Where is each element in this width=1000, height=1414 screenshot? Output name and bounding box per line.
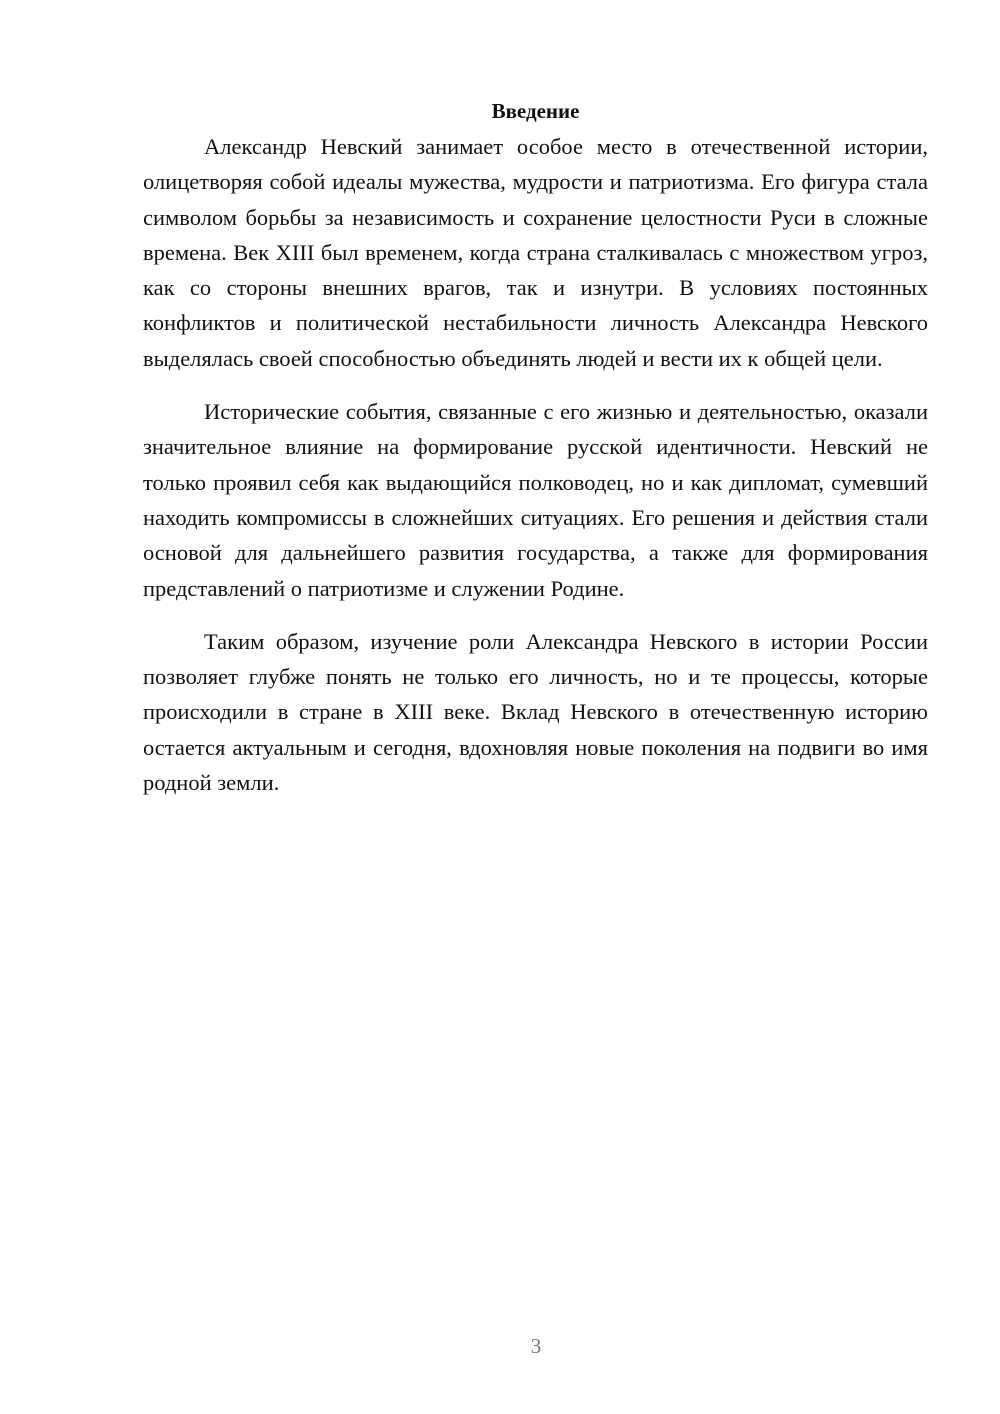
section-heading: Введение bbox=[491, 99, 580, 123]
body-paragraph-1: Александр Невский занимает особое место в отечественной истории, олицетворяя собой идеалы мужества, мудрости и патриотизма. Его фигура стала символом борьбы за независимость и сохранение целостности Руси в сложные времена. Век XIII был временем, когда страна сталкивалась с множеством угроз, как со стороны внешних врагов, так и изнутри. В условиях постоянных конфликтов и политической нестабильности личность Александра Невского выделялась своей способностью объединять людей и вести их к общей цели. bbox=[143, 134, 928, 371]
body-paragraph-2: Исторические события, связанные с его жизнью и деятельностью, оказали значительное влияние на формирование русской идентичности. Невский не только проявил себя как выдающийся полководец, но и как дипломат, сумевший находить компромиссы в сложнейших ситуациях. Его решения и действия стали основой для дальнейшего развития государства, а также для формирования представлений о патриотизме и служении Родине. bbox=[143, 399, 928, 601]
page-number: 3 bbox=[530, 1334, 542, 1358]
page-content bbox=[143, 96, 928, 800]
body-paragraph-3: Таким образом, изучение роли Александра Невского в истории России позволяет глубже понять не только его личность, но и те процессы, которые происходили в стране в XIII веке. Вклад Невского в отечественную историю остается актуальным и сегодня, вдохновляя новые поколения на подвиги во имя родной земли. bbox=[143, 628, 928, 796]
